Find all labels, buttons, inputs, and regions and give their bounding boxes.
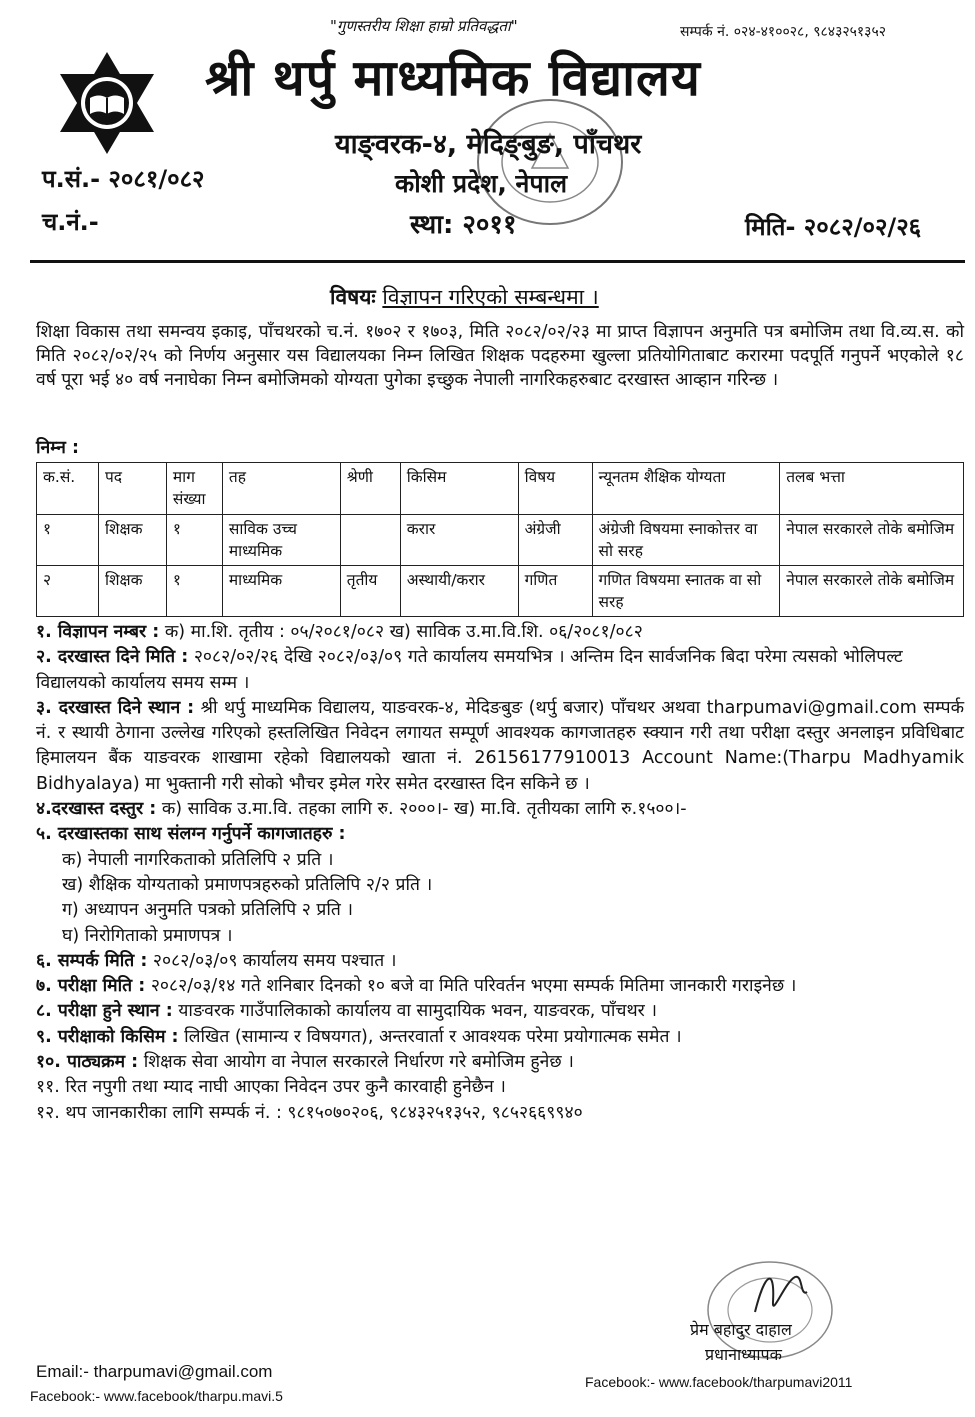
item-label: ७. परीक्षा मिति : <box>36 976 146 997</box>
header-cell: तलब भत्ता <box>780 463 964 515</box>
header-cell: माग संख्या <box>166 463 222 515</box>
item-label: ८. परीक्षा हुने स्थान : <box>36 1001 173 1022</box>
reference-number: प.सं.- २०८१/०८२ <box>42 165 205 193</box>
footer-facebook-left: Facebook:- www.facebook/tharpu.mavi.5 <box>30 1388 283 1404</box>
item-label: १०. पाठ्यक्रम : <box>36 1052 139 1073</box>
header-contact: सम्पर्क नं. ०२४-४१००२८, ९८४३२५१३५२ <box>680 24 887 40</box>
table-header-row <box>37 463 964 515</box>
school-address: याङ्वरक-४, मेदिङ्बुङ, पाँचथर <box>335 129 642 160</box>
document-item: क) नेपाली नागरिकताको प्रतिलिपि २ प्रति । <box>62 849 334 870</box>
notice-items <box>36 620 964 1126</box>
letter-date: मिति- २०८२/०२/२६ <box>745 213 922 241</box>
item-exam-type <box>36 1025 964 1050</box>
item-application-date <box>36 645 964 696</box>
established-year: स्था: २०११ <box>410 210 517 240</box>
item-text: २०८२/०२/२६ देखि २०८२/०३/०९ गते कार्यालय समयभित्र । अन्तिम दिन सार्वजनिक बिदा परेमा त्यसको भोलिपल्ट विद्यालयको कार्यालय समय सम्म । <box>36 647 903 693</box>
table-cell <box>340 515 400 566</box>
subject-label: विषयः <box>330 285 376 309</box>
document-item: ग) अध्यापन अनुमति पत्रको प्रतिलिपि २ प्रति । <box>62 900 354 921</box>
item-label: २. दरखास्त दिने मिति : <box>36 647 189 668</box>
item-label: ४.दरखास्त दस्तुर : <box>36 799 157 820</box>
table-cell: शिक्षक <box>98 515 166 566</box>
item-ad-number <box>36 620 964 645</box>
signatory-title: प्रधानाध्यापक <box>705 1345 782 1364</box>
item-text: २०८२/०३/१४ गते शनिबार दिनको १० बजे वा मिति परिवर्तन भएमा सम्पर्क मितिमा जानकारी गराइनेछ । <box>145 976 797 997</box>
item-label: ३. दरखास्त दिने स्थान : <box>36 697 195 718</box>
table-cell: तृतीय <box>340 566 400 617</box>
item-label: ६. सम्पर्क मिति : <box>36 950 148 971</box>
document-item: घ) निरोगिताको प्रमाणपत्र । <box>62 925 233 946</box>
table-cell: १ <box>166 515 222 566</box>
item-label: ५. दरखास्तका साथ संलग्न गर्नुपर्ने कागजातहरु : <box>36 824 346 845</box>
item-contact-numbers: १२. थप जानकारीका लागि सम्पर्क नं. : ९८१५०७०२०६, ९८४३२५१३५२, ९८५२६६९९४० <box>36 1102 583 1123</box>
header-cell: श्रेणी <box>340 463 400 515</box>
signature-scribble <box>745 1262 815 1322</box>
table-cell: २ <box>37 566 99 617</box>
school-province: कोशी प्रदेश, नेपाल <box>395 169 568 198</box>
table-cell: साविक उच्च माध्यमिक <box>222 515 340 566</box>
dispatch-number: च.नं.- <box>42 208 99 236</box>
school-motto: "गुणस्तरीय शिक्षा हाम्रो प्रतिवद्धता" <box>330 17 518 35</box>
item-text: लिखित (सामान्य र विषयगत), अन्तरवार्ता र आवश्यक परेमा प्रयोगात्मक समेत । <box>178 1026 682 1047</box>
header-divider <box>30 260 965 263</box>
table-row <box>37 515 964 566</box>
school-logo-icon <box>52 48 162 158</box>
school-name: श्री थर्पु माध्यमिक विद्यालय <box>205 49 701 107</box>
table-cell: माध्यमिक <box>222 566 340 617</box>
item-label: १. विज्ञापन नम्बर : <box>36 622 160 642</box>
table-cell: अंग्रेजी विषयमा स्नाकोत्तर वा सो सरह <box>592 515 780 566</box>
item-syllabus <box>36 1050 964 1075</box>
header-cell: तह <box>222 463 340 515</box>
item-contact-date <box>36 949 964 974</box>
table-cell: अंग्रेजी <box>518 515 592 566</box>
header-cell: न्यूनतम शैक्षिक योग्यता <box>592 463 780 515</box>
footer-facebook-right: Facebook:- www.facebook/tharpumavi2011 <box>585 1374 853 1390</box>
signatory-name: प्रेम बहादुर दाहाल <box>690 1320 792 1339</box>
table-cell: अस्थायी/करार <box>400 566 518 617</box>
footer-email: Email:- tharpumavi@gmail.com <box>36 1362 273 1381</box>
item-invalid-applications: ११. रित नपुगी तथा म्याद नाघी आएका निवेदन उपर कुनै कारवाही हुनेछैन । <box>36 1077 506 1098</box>
subject-line <box>330 283 599 311</box>
item-text: याङवरक गाउँपालिकाको कार्यालय वा सामुदायिक भवन, याङवरक, पाँचथर । <box>172 1001 658 1022</box>
item-text: श्री थर्पु माध्यमिक विद्यालय, याङवरक-४, मेदिङबुङ (थर्पु बजार) पाँचथर अथवा tharpumavi@gmail.com सम्पर्क नं. र स्थायी ठेगाना उल्लेख गरिएको हस्तलिखित निवेदन लगायत सम्पूर्ण आवश्यक कागजातहरु स्क्यान गरी तथा परीक्षा दस्तुर अनलाइन प्रविधिबाट हिमालयन बैंक याङवरक शाखामा रहेको विद्यालयको खाता नं. 26156177910013 Account Name:(Tharpu Madhyamik Bidhyalaya) मा भुक्तानी गरी सोको भौचर इमेल गरेर समेत दरखास्त दिन सकिने छ । <box>36 697 965 794</box>
item-text: २०८२/०३/०९ कार्यालय समय पश्चात । <box>147 950 397 971</box>
subject-text: विज्ञापन गरिएको सम्बन्धमा । <box>382 285 599 309</box>
header-cell: क.सं. <box>37 463 99 515</box>
item-text: शिक्षक सेवा आयोग वा नेपाल सरकारले निर्धारण गरे बमोजिम हुनेछ । <box>138 1052 574 1073</box>
table-cell: १ <box>37 515 99 566</box>
table-cell: गणित <box>518 566 592 617</box>
table-row <box>37 566 964 617</box>
table-cell: नेपाल सरकारले तोके बमोजिम <box>780 566 964 617</box>
table-cell: शिक्षक <box>98 566 166 617</box>
table-cell: नेपाल सरकारले तोके बमोजिम <box>780 515 964 566</box>
item-exam-date <box>36 974 964 999</box>
list-label: निम्न : <box>36 438 79 458</box>
document-item: ख) शैक्षिक योग्यताको प्रमाणपत्रहरुको प्रतिलिपि २/२ प्रति । <box>62 874 433 895</box>
table-cell: करार <box>400 515 518 566</box>
table-cell: १ <box>166 566 222 617</box>
vacancy-table <box>36 462 964 617</box>
item-text: क) साविक उ.मा.वि. तहका लागि रु. २०००।- ख) मा.वि. तृतीयका लागि रु.१५००।- <box>156 799 687 820</box>
header-cell: विषय <box>518 463 592 515</box>
item-application-place <box>36 696 964 797</box>
item-application-fee <box>36 797 964 822</box>
item-text: क) मा.शि. तृतीय : ०५/२०८१/०८२ ख) साविक उ.मा.वि.शि. ०६/२०८१/०८२ <box>159 622 643 642</box>
item-exam-venue <box>36 999 964 1024</box>
table-cell: गणित विषयमा स्नातक वा सो सरह <box>592 566 780 617</box>
item-documents <box>36 822 964 847</box>
header-cell: पद <box>98 463 166 515</box>
intro-paragraph: शिक्षा विकास तथा समन्वय इकाइ, पाँचथरको च.नं. १७०२ र १७०३, मिति २०८२/०२/२३ मा प्राप्त विज्ञापन अनुमति पत्र बमोजिम तथा वि.व्य.स. को मिति २०८२/०२/२५ को निर्णय अनुसार यस विद्यालयका निम्न लिखित शिक्षक पदहरुमा खुल्ला प्रतियोगिताबाट करारमा पदपूर्ति गनुपर्ने भएकोले १८ वर्ष पूरा भई ४० वर्ष ननाघेका निम्न बमोजिमको योग्यता पुगेका इच्छुक नेपाली नागरिकहरुबाट दरखास्त आव्हान गरिन्छ । <box>36 322 964 390</box>
item-label: ९. परीक्षाको किसिम : <box>36 1026 179 1047</box>
header-cell: किसिम <box>400 463 518 515</box>
